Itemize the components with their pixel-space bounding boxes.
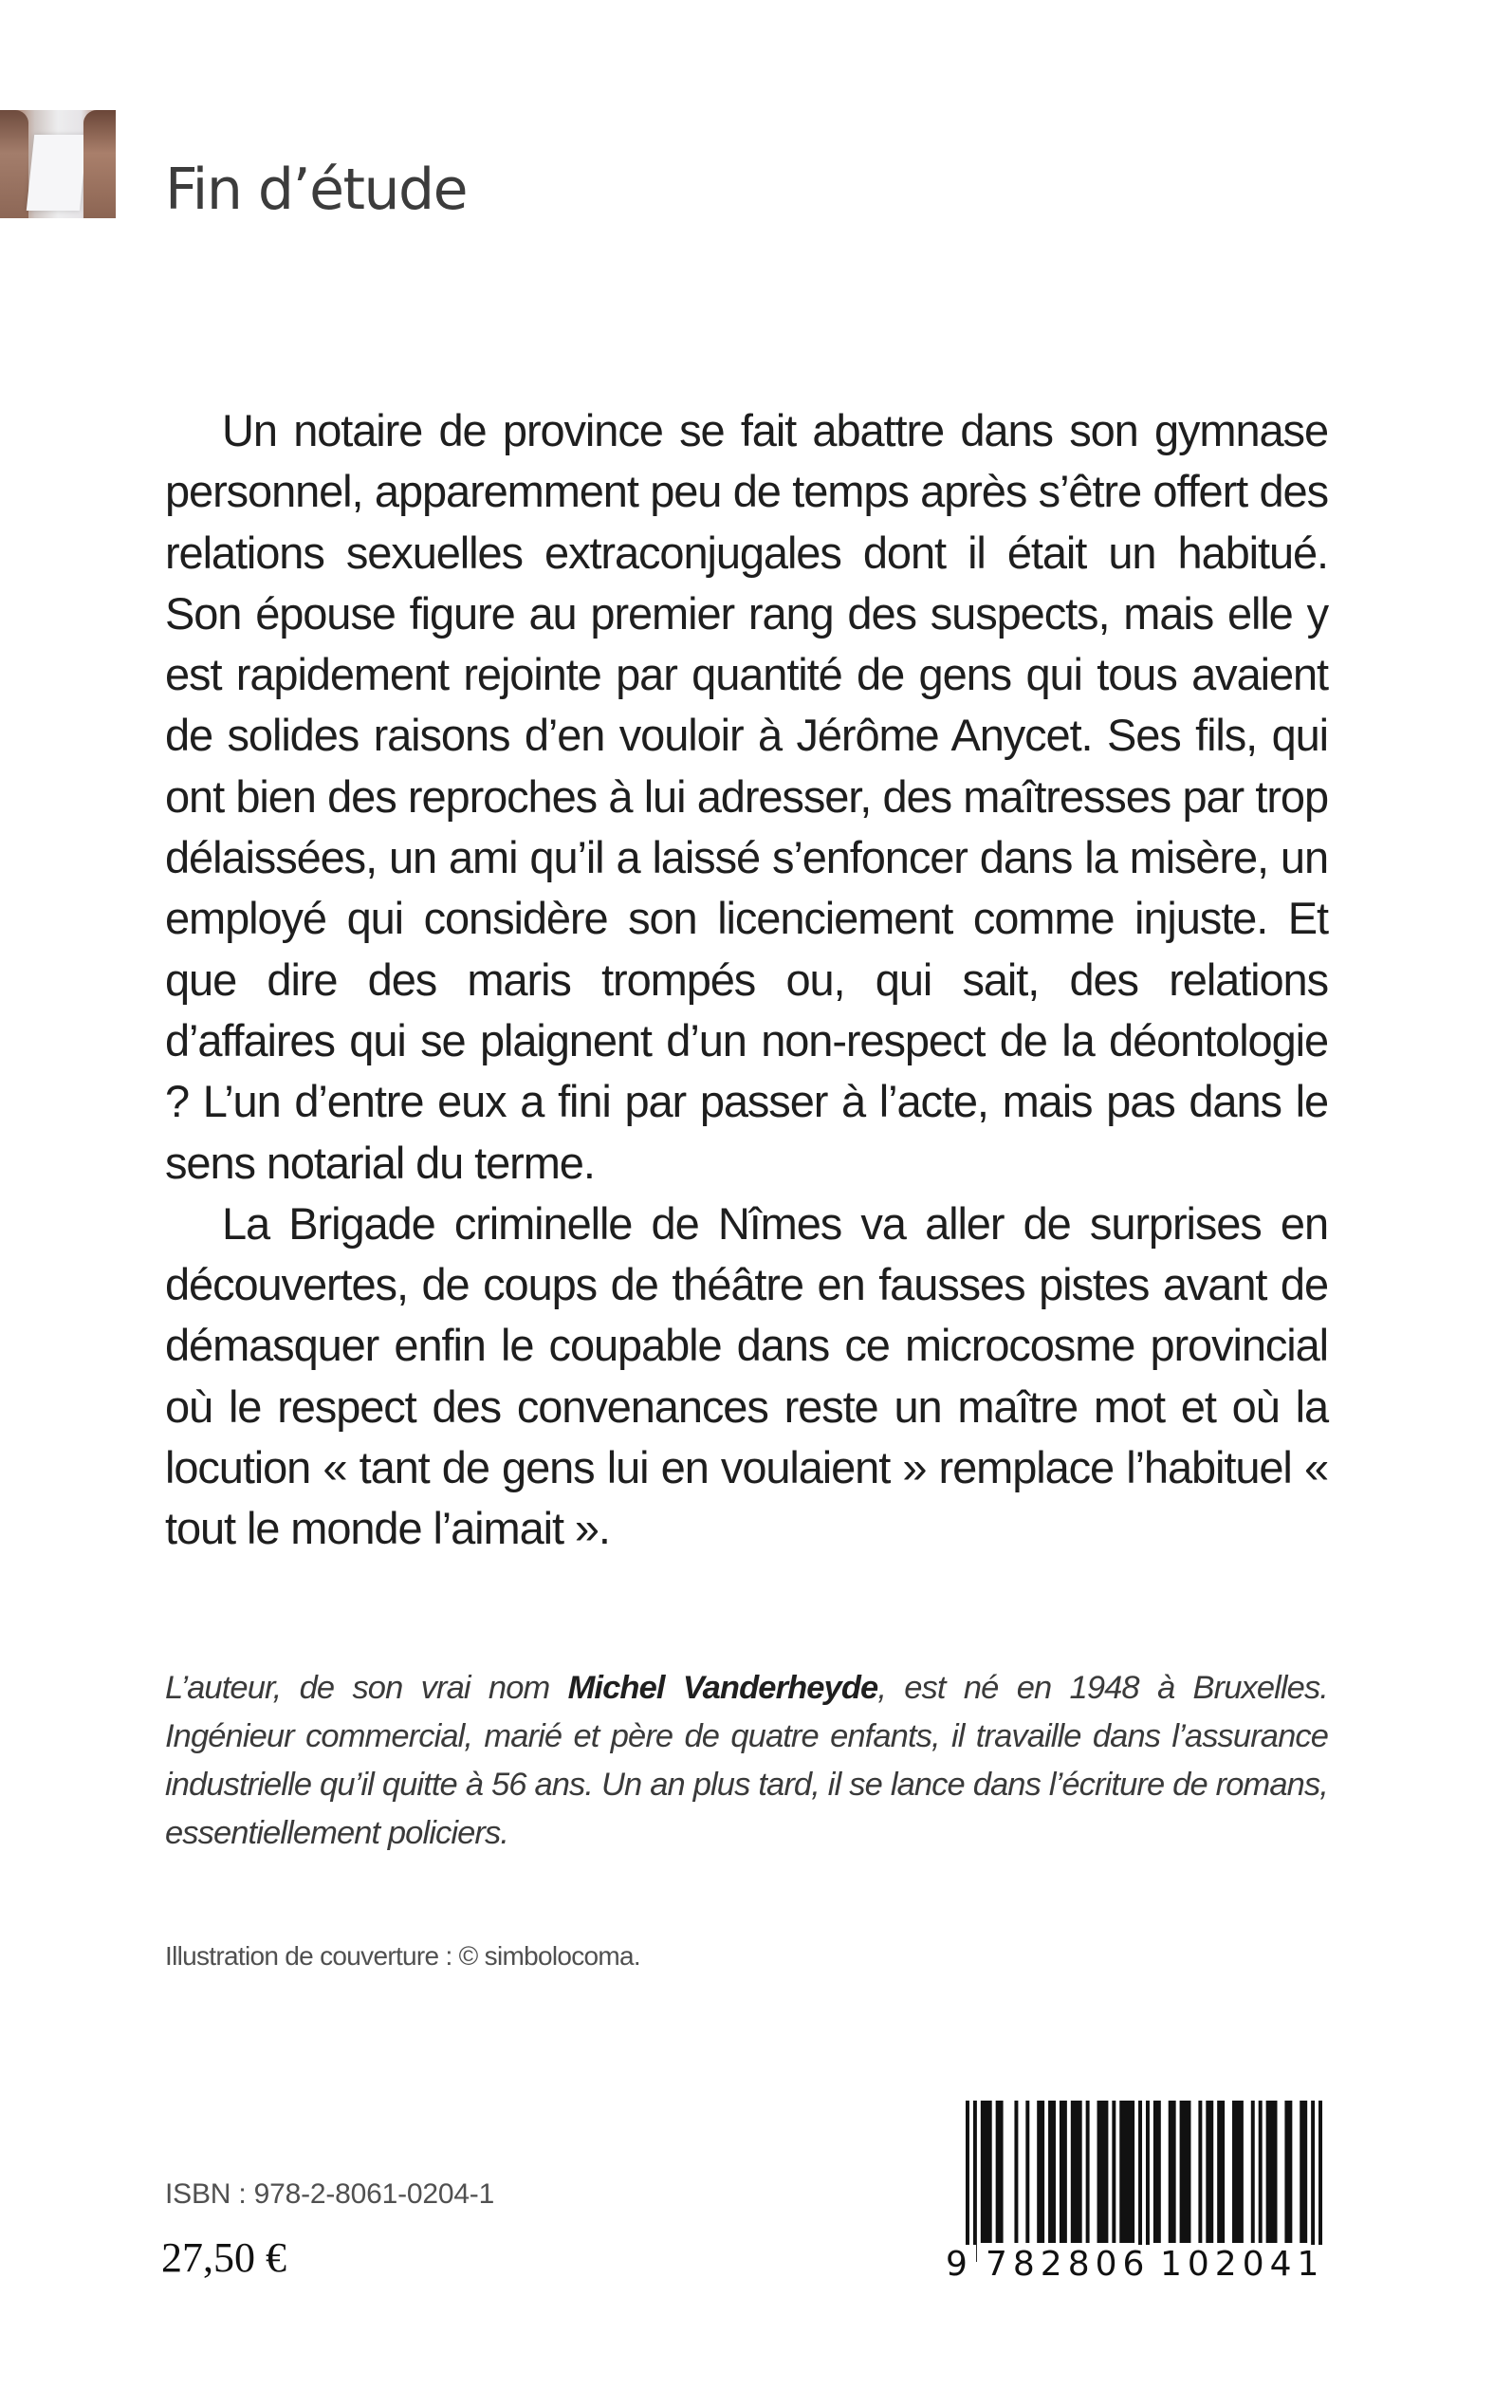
barcode-bar	[1071, 2101, 1082, 2243]
barcode-bar	[1259, 2101, 1263, 2243]
cover-thumbnail	[0, 110, 116, 218]
barcode-bar	[1112, 2101, 1116, 2243]
thumbnail-right-finger	[83, 110, 116, 218]
barcode-bar	[1300, 2101, 1307, 2243]
book-title: Fin d’étude	[165, 157, 468, 223]
author-bio-details: , est né en 1948 à Bruxelles. Ingénieur commercial, marié et père de quatre enfants, il travaille dans l’assurance industrielle qu’il quitte à 56 ans. Un an plus tard, il se lance dans l’écriture de romans, essentiellement policiers.	[165, 1670, 1328, 1851]
blurb-paragraph: La Brigade criminelle de Nîmes va aller de surprises en découvertes, de coups de théâtre en fausses pistes avant de démasquer enfin le coupable dans ce microcosme provincial où le respect des convenances reste un maître mot et où la locution « tant de gens lui en voulaient » remplace l’habituel « tout le monde l’aimait ».	[165, 1197, 1328, 1554]
barcode-bar	[1119, 2101, 1134, 2243]
thumbnail-left-finger	[0, 110, 28, 218]
author-name: Michel Vanderheyde	[567, 1670, 878, 1706]
barcode-bar	[1217, 2101, 1225, 2243]
barcode-bar	[1014, 2101, 1018, 2243]
barcode-bar	[1037, 2101, 1044, 2243]
barcode-guard-bar	[1311, 2101, 1315, 2262]
barcode-guard-bar	[973, 2101, 977, 2262]
author-bio-intro: L’auteur, de son vrai nom	[165, 1670, 568, 1706]
barcode-bar	[1060, 2101, 1067, 2243]
barcode-bar	[1086, 2101, 1090, 2243]
barcode-bar	[1180, 2101, 1191, 2243]
back-cover-blurb	[165, 400, 1328, 1560]
barcode-guard-bar	[1138, 2101, 1142, 2262]
barcode-first-digit: 9	[943, 2245, 976, 2284]
barcode-guard-bar	[1318, 2101, 1322, 2262]
barcode-bar	[1284, 2101, 1292, 2243]
barcode-right-group: 102041	[1157, 2245, 1327, 2284]
barcode-guard-bar	[966, 2101, 969, 2262]
barcode-bar	[1232, 2101, 1244, 2243]
barcode-digits	[945, 2243, 1330, 2288]
barcode-guard-bar	[1146, 2101, 1150, 2262]
barcode-bar	[981, 2101, 992, 2243]
barcode-bar	[996, 2101, 1004, 2243]
barcode-bar	[1153, 2101, 1161, 2243]
barcode-bar	[1198, 2101, 1202, 2243]
barcode-bar	[1169, 2101, 1176, 2243]
isbn-label: ISBN : 978-2-8061-0204-1	[165, 2178, 495, 2210]
barcode-bar	[1266, 2101, 1278, 2243]
barcode-bar	[1025, 2101, 1029, 2243]
author-bio	[165, 1664, 1328, 1858]
illustration-credit: Illustration de couverture : © simbolocoma.	[165, 1941, 640, 1971]
barcode-left-group: 782806	[983, 2245, 1152, 2284]
barcode-bar	[1048, 2101, 1056, 2243]
barcode-bar	[1097, 2101, 1109, 2243]
price-label: 27,50 €	[161, 2234, 286, 2281]
barcode-bar	[1251, 2101, 1255, 2243]
blurb-paragraph: Un notaire de province se fait abattre dans son gymnase personnel, apparemment peu de temps après s’être offert des relations sexuelles extraconjugales dont il était un habitué. Son épouse figure au premier rang des suspects, mais elle y est rapidement rejointe par quantité de gens qui tous avaient de solides raisons d’en vouloir à Jérôme Anycet. Ses fils, qui ont bien des reproches à lui adresser, des maîtresses par trop délaissées, un ami qu’il a laissé s’enfoncer dans la misère, un employé qui considère son licenciement comme injuste. Et que dire des maris trompés ou, qui sait, des relations d’affaires qui se plaignent d’un non-respect de la déontologie ? L’un d’entre eux a fini par passer à l’acte, mais pas dans le sens notarial du terme.	[165, 405, 1328, 1188]
thumbnail-paper	[27, 135, 87, 211]
barcode-bar	[1206, 2101, 1213, 2243]
